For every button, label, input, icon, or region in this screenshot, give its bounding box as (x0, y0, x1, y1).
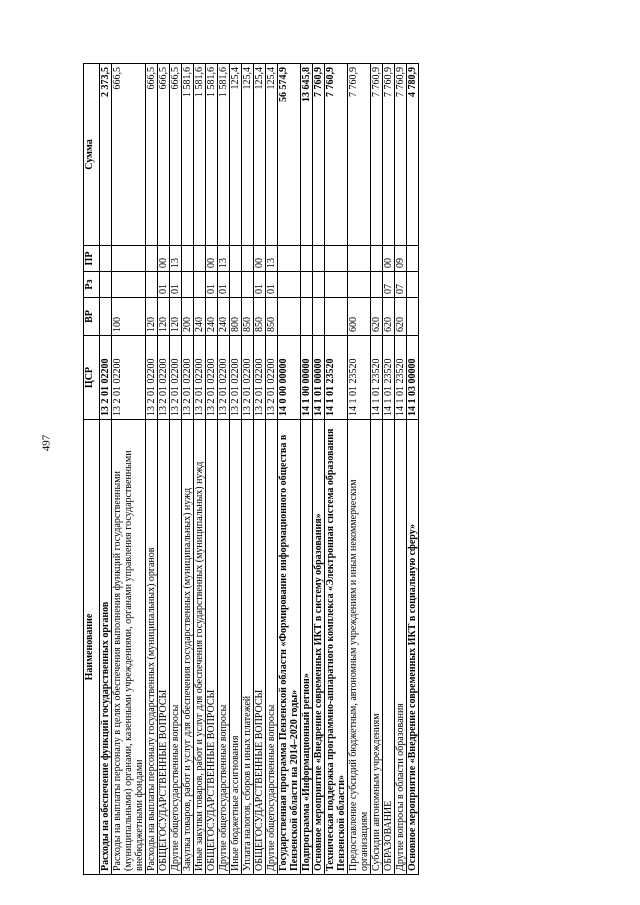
cell-vr: 240 (194, 298, 206, 336)
cell-pr (278, 246, 301, 272)
cell-rz (146, 272, 158, 298)
cell-vr (278, 298, 301, 336)
cell-rz: 01 (254, 272, 266, 298)
table-row (371, 64, 383, 875)
cell-name: Подпрограмма «Информационный регион» (301, 420, 313, 875)
cell-rz: 01 (158, 272, 170, 298)
cell-name: Расходы на выплаты персоналу в целях обеспечения выполнения функций государственными (муниципальными) органами, казенными учреждениями, органами управления государственными внебюджетными фондами (112, 420, 146, 875)
cell-rz: 01 (266, 272, 278, 298)
cell-csr: 14 1 01 23520 (371, 336, 383, 420)
cell-rz (325, 272, 348, 298)
cell-csr: 13 2 01 02200 (266, 336, 278, 420)
cell-vr: 850 (254, 298, 266, 336)
table-row (395, 64, 407, 875)
cell-sum: 666,5 (146, 64, 158, 246)
cell-name: Другие общегосударственные вопросы (170, 420, 182, 875)
cell-sum: 1 581,6 (218, 64, 230, 246)
cell-name: Основное мероприятие «Внедрение современных ИКТ в систему образования» (313, 420, 325, 875)
cell-rz: 07 (383, 272, 395, 298)
cell-rz (182, 272, 194, 298)
header-name: Наименование (84, 420, 100, 875)
cell-sum: 7 760,9 (383, 64, 395, 246)
cell-pr: 00 (206, 246, 218, 272)
table-header-row (84, 64, 100, 875)
cell-rz: 01 (170, 272, 182, 298)
cell-name: Иные закупки товаров, работ и услуг для обеспечения государственных (муниципальных) нужд (194, 420, 206, 875)
cell-sum: 125,4 (254, 64, 266, 246)
cell-vr: 240 (206, 298, 218, 336)
cell-sum: 13 645,8 (301, 64, 313, 246)
table-row (301, 64, 313, 875)
cell-vr: 620 (383, 298, 395, 336)
header-vr: ВР (84, 298, 100, 336)
table-row (146, 64, 158, 875)
cell-pr: 00 (254, 246, 266, 272)
cell-name: Предоставление субсидий бюджетным, автономным учреждениям и иным некоммерческим организациям (348, 420, 371, 875)
cell-vr: 240 (218, 298, 230, 336)
cell-csr: 13 2 01 02200 (206, 336, 218, 420)
cell-csr: 14 1 01 23520 (383, 336, 395, 420)
cell-vr: 620 (371, 298, 383, 336)
cell-csr: 13 2 01 02200 (112, 336, 146, 420)
cell-pr (301, 246, 313, 272)
budget-table-container (83, 64, 569, 875)
cell-csr: 13 2 01 02200 (170, 336, 182, 420)
cell-csr: 13 2 01 02200 (230, 336, 242, 420)
table-row (383, 64, 395, 875)
cell-name: ОБЩЕГОСУДАРСТВЕННЫЕ ВОПРОСЫ (206, 420, 218, 875)
cell-sum: 1 581,6 (206, 64, 218, 246)
cell-csr: 14 1 01 23520 (395, 336, 407, 420)
cell-pr (242, 246, 254, 272)
cell-sum: 125,4 (230, 64, 242, 246)
table-body (100, 64, 419, 875)
table-row (206, 64, 218, 875)
cell-vr: 850 (242, 298, 254, 336)
table-row (112, 64, 146, 875)
cell-name: ОБРАЗОВАНИЕ (383, 420, 395, 875)
cell-pr: 00 (383, 246, 395, 272)
cell-rz (100, 272, 112, 298)
cell-sum: 7 760,9 (371, 64, 383, 246)
cell-sum: 1 581,6 (194, 64, 206, 246)
cell-vr: 120 (158, 298, 170, 336)
cell-rz (348, 272, 371, 298)
cell-rz (112, 272, 146, 298)
cell-name: Другие общегосударственные вопросы (218, 420, 230, 875)
cell-vr (407, 298, 419, 336)
cell-pr: 13 (266, 246, 278, 272)
table-row (407, 64, 419, 875)
table-row (218, 64, 230, 875)
cell-name: Субсидии автономным учреждениям (371, 420, 383, 875)
cell-sum: 7 760,9 (395, 64, 407, 246)
table-row (100, 64, 112, 875)
cell-csr: 14 1 01 23520 (348, 336, 371, 420)
table-row (182, 64, 194, 875)
cell-pr (182, 246, 194, 272)
cell-pr: 09 (395, 246, 407, 272)
cell-csr: 13 2 01 02200 (254, 336, 266, 420)
cell-pr (371, 246, 383, 272)
cell-sum: 666,5 (170, 64, 182, 246)
cell-vr: 620 (395, 298, 407, 336)
cell-rz (194, 272, 206, 298)
cell-csr: 14 1 03 00000 (407, 336, 419, 420)
cell-csr: 13 2 01 02200 (100, 336, 112, 420)
cell-pr (230, 246, 242, 272)
cell-csr: 13 2 01 02200 (194, 336, 206, 420)
page-number: 497 (40, 434, 53, 452)
table-row (170, 64, 182, 875)
cell-csr: 13 2 01 02200 (218, 336, 230, 420)
cell-name: Уплата налогов, сборов и иных платежей (242, 420, 254, 875)
cell-rz (371, 272, 383, 298)
cell-vr (325, 298, 348, 336)
cell-name: Государственная программа Пензенской области «Формирование информационного общества в Пензенской области на 2014–2020 годы» (278, 420, 301, 875)
cell-vr: 200 (182, 298, 194, 336)
cell-vr (100, 298, 112, 336)
cell-vr: 120 (170, 298, 182, 336)
cell-pr: 00 (158, 246, 170, 272)
table-row (348, 64, 371, 875)
cell-pr (313, 246, 325, 272)
cell-sum: 7 760,9 (325, 64, 348, 246)
cell-vr: 100 (112, 298, 146, 336)
cell-pr (407, 246, 419, 272)
cell-sum: 666,5 (112, 64, 146, 246)
cell-pr (100, 246, 112, 272)
table-row (242, 64, 254, 875)
table-row (266, 64, 278, 875)
cell-name: Другие общегосударственные вопросы (266, 420, 278, 875)
cell-name: Расходы на выплаты персоналу государственных (муниципальных) органов (146, 420, 158, 875)
table-row (278, 64, 301, 875)
cell-sum: 125,4 (266, 64, 278, 246)
table-row (325, 64, 348, 875)
cell-vr (313, 298, 325, 336)
cell-name: Другие вопросы в области образования (395, 420, 407, 875)
table-row (230, 64, 242, 875)
table-row (158, 64, 170, 875)
cell-csr: 13 2 01 02200 (146, 336, 158, 420)
cell-csr: 13 2 01 02200 (158, 336, 170, 420)
cell-name: Иные бюджетные ассигнования (230, 420, 242, 875)
cell-sum: 4 780,9 (407, 64, 419, 246)
cell-vr: 600 (348, 298, 371, 336)
cell-csr: 14 1 01 23520 (325, 336, 348, 420)
cell-csr: 14 1 01 00000 (313, 336, 325, 420)
cell-pr (194, 246, 206, 272)
cell-sum: 666,5 (158, 64, 170, 246)
cell-name: Закупка товаров, работ и услуг для обеспечения государственных (муниципальных) нужд (182, 420, 194, 875)
cell-pr (325, 246, 348, 272)
cell-csr: 14 1 00 00000 (301, 336, 313, 420)
budget-table (83, 63, 419, 875)
cell-sum: 7 760,9 (348, 64, 371, 246)
cell-name: ОБЩЕГОСУДАРСТВЕННЫЕ ВОПРОСЫ (158, 420, 170, 875)
header-csr: ЦСР (84, 336, 100, 420)
header-rz: Рз (84, 272, 100, 298)
cell-rz (230, 272, 242, 298)
cell-pr (146, 246, 158, 272)
header-pr: ПР (84, 246, 100, 272)
table-row (194, 64, 206, 875)
cell-sum: 125,4 (242, 64, 254, 246)
cell-sum: 7 760,9 (313, 64, 325, 246)
cell-pr (112, 246, 146, 272)
header-sum: Сумма (84, 64, 100, 246)
cell-rz: 01 (206, 272, 218, 298)
cell-rz: 07 (395, 272, 407, 298)
cell-sum: 1 581,6 (182, 64, 194, 246)
cell-rz (313, 272, 325, 298)
cell-sum: 56 574,9 (278, 64, 301, 246)
cell-pr (348, 246, 371, 272)
cell-vr: 120 (146, 298, 158, 336)
cell-rz (242, 272, 254, 298)
cell-vr: 800 (230, 298, 242, 336)
cell-pr: 13 (218, 246, 230, 272)
cell-rz (278, 272, 301, 298)
cell-rz: 01 (218, 272, 230, 298)
cell-vr (301, 298, 313, 336)
cell-name: Основное мероприятие «Внедрение современных ИКТ в социальную сферу» (407, 420, 419, 875)
cell-sum: 2 373,5 (100, 64, 112, 246)
cell-csr: 13 2 01 02200 (242, 336, 254, 420)
table-row (254, 64, 266, 875)
table-row (313, 64, 325, 875)
cell-name: Техническая поддержка программно-аппаратного комплекса «Электронная система образования Пензенской области» (325, 420, 348, 875)
cell-pr: 13 (170, 246, 182, 272)
cell-csr: 14 0 00 00000 (278, 336, 301, 420)
cell-rz (301, 272, 313, 298)
cell-rz (407, 272, 419, 298)
cell-name: ОБЩЕГОСУДАРСТВЕННЫЕ ВОПРОСЫ (254, 420, 266, 875)
cell-vr: 850 (266, 298, 278, 336)
cell-csr: 13 2 01 02200 (182, 336, 194, 420)
table-wrapper (83, 64, 418, 871)
cell-name: Расходы на обеспечение функций государственных органов (100, 420, 112, 875)
